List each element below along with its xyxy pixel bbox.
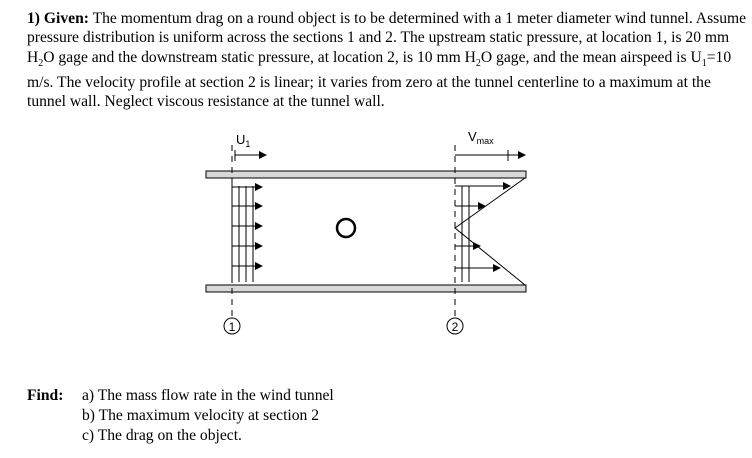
- subscript-1: 1: [701, 57, 707, 69]
- find-section: [27, 386, 334, 446]
- problem-text-part-4: =10 m/s. The velocity profile at section 2 is linear; it varies from zero at the tunnel centerline to a maximum at the tunnel wall. Neglect viscous resistance at the tunnel wall.: [27, 48, 732, 111]
- find-item-b: b) The maximum velocity at section 2: [82, 407, 320, 424]
- uniform-velocity-profile: [232, 184, 262, 282]
- subscript-2a: 2: [38, 57, 44, 69]
- find-item-a: a) The mass flow rate in the wind tunnel: [82, 387, 334, 404]
- tunnel-bottom-wall: [206, 285, 526, 292]
- vmax-label: $V_{max}$: [468, 129, 494, 146]
- problem-number: 1) Given: [27, 10, 84, 27]
- round-object: [337, 219, 355, 237]
- station-1-label: 1: [228, 320, 236, 334]
- find-items: [82, 386, 334, 446]
- subscript-2b: 2: [475, 57, 481, 69]
- tunnel-top-wall: [206, 171, 526, 178]
- find-item-c: c) The drag on the object.: [82, 427, 242, 444]
- find-label: Find:: [27, 387, 64, 404]
- problem-text-part-1: The momentum drag on a round object is to be determined with a 1 meter diameter wind tunnel. Assume pressure distribution is uniform across the sections 1 and 2. The upstream static pressure, at location 1, is 20 mm H: [27, 10, 747, 66]
- station-2-label: 2: [451, 320, 459, 334]
- linear-velocity-profile: [455, 178, 525, 285]
- u1-label: $U_1$: [236, 132, 251, 149]
- problem-text-part-2: O gage and the downstream static pressure, at location 2, is 10 mm H: [43, 48, 476, 66]
- problem-paragraph: 1) Given: The momentum drag on a round object is to be determined with a 1 meter diameter wind tunnel. Assume pressure distribution is uniform across the sections 1 and 2. The upstream static pressure, at location 1, is 20 mm $H_2O$ gage and the downstream static pressure, at location 2, is 10 mm $H_2O$ gage, and the mean airspeed is $U_1=10$ m/s. The velocity profile at section 2 is linear; it varies from zero at the tunnel centerline to a maximum at the tunnel wall. Neglect viscous resistance at the tunnel wall.: [27, 10, 747, 111]
- problem-text-part-3: O gage, and the mean airspeed is U: [480, 48, 702, 66]
